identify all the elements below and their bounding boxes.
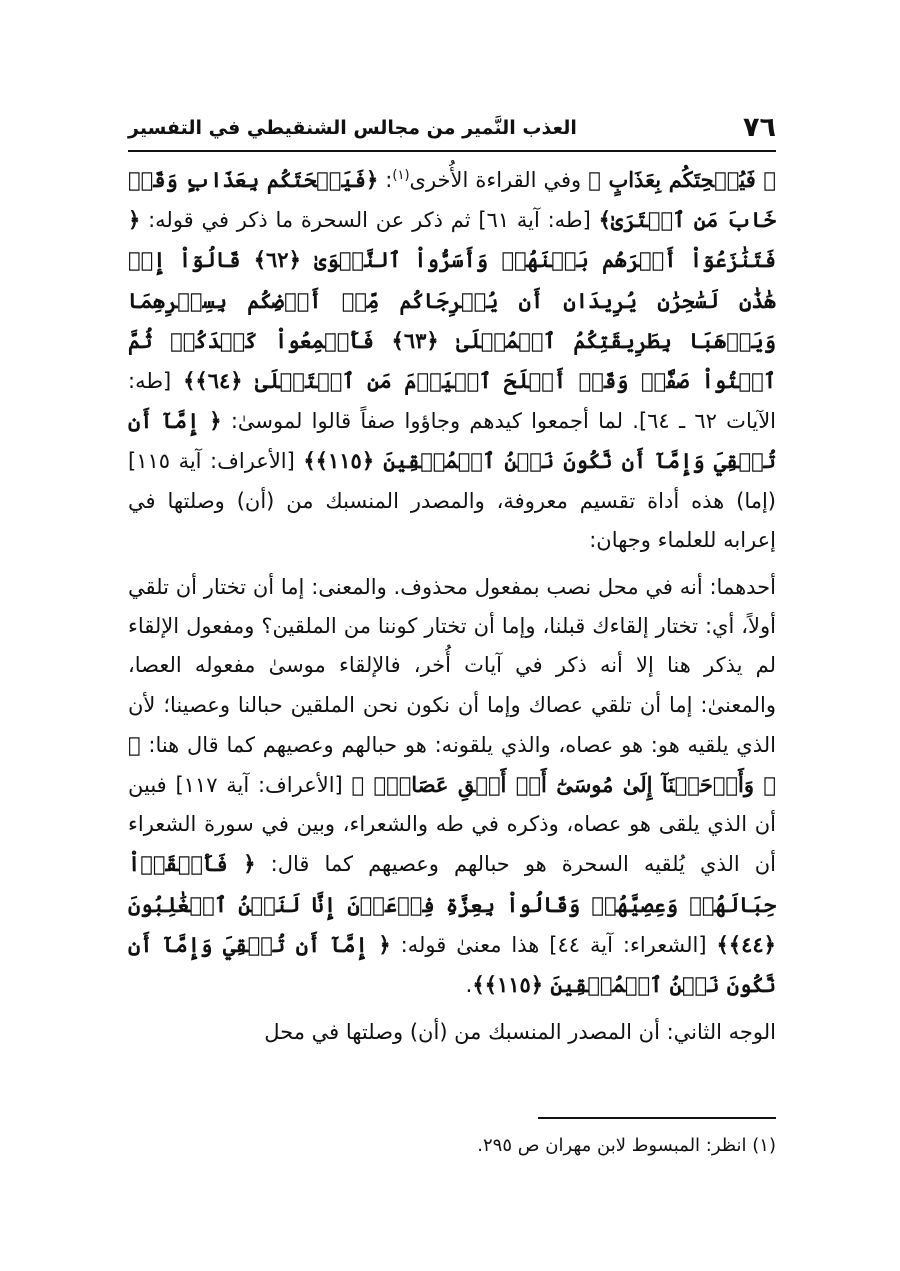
text-span: [طه: الآيات ٦٢ ـ ٦٤]. لما أجمعوا كيدهم وجاؤوا صفاً قالوا لموسىٰ: xyxy=(128,369,777,434)
text-span: الوجه الثاني: أن المصدر المنسبك من (أن) وصلتها في محل xyxy=(264,1020,776,1045)
paragraph-3 xyxy=(128,1013,776,1052)
text-span: [الشعراء: آية ٤٤] هذا معنىٰ قوله: xyxy=(390,932,717,957)
running-title: العذب النَّمير من مجالس الشنقيطي في التفسير xyxy=(128,117,577,139)
header-rule xyxy=(128,150,776,152)
quran-verse: ﴿ إِمَّآ أَن تُلۡقِيَ وَإِمَّآ أَن نَّكُونَ نَحۡنُ ٱلۡمُلۡقِينَ ﴿١١٥﴾﴾ xyxy=(128,931,776,998)
quran-verse: ﴿ ۞ وَأَوۡحَيۡنَآ إِلَىٰ مُوسَىٰٓ أَنۡ أَلۡقِ عَصَاكَۖ ﴾ xyxy=(128,731,776,798)
quran-verse: ﴿فَيَسۡحَتَكُم بِعَذَابٍ وَقَدۡ خَابَ مَنِ ٱفۡتَرَىٰ﴾ xyxy=(128,167,776,233)
text-span: [الأعراف: آية ١١٧] فبين أن الذي يلقى هو عصاه، وذكره في طه والشعراء، وبين في سورة الشعراء أن الذي يُلقيه السحرة هو حبالهم وعصيهم كما قال: xyxy=(128,773,777,877)
text-span: [الأعراف: آية ١١٥] (إما) هذه أداة تقسيم معروفة، والمصدر المنسبك من (أن) وصلتها في إعرابه للعلماء وجهان: xyxy=(128,449,776,552)
quran-verse: ﴿ فَتَنَٰزَعُوٓاْ أَمۡرَهُم بَيۡنَهُمۡ وَأَسَرُّواْ ٱلنَّجۡوَىٰ ﴿٦٢﴾ قَالُوٓاْ إِنۡ هَٰذَٰنِ لَسَٰحِرَٰنِ يُرِيدَانِ أَن يُخۡرِجَاكُم مِّنۡ أَرۡضِكُم بِسِحۡرِهِمَا وَيَذۡهَبَا بِطَرِيقَتِكُمُ ٱلۡمُثۡلَىٰ ﴿٦٣﴾ فَأَجۡمِعُواْ كَيۡدَكُمۡ ثُمَّ ٱئۡتُواْ صَفّٗاۚ وَقَدۡ أَفۡلَحَ ٱلۡيَوۡمَ مَنِ ٱسۡتَعۡلَىٰ ﴿٦٤﴾﴾ xyxy=(128,207,777,394)
text-span: أحدهما: أنه في محل نصب بمفعول محذوف. والمعنى: إما أن تختار أن تلقي أولاً، أي: تختار إلقاءك قبلنا، وإما أن تختار كوننا من الملقين؟ ومفعول الإلقاء لم يذكر هنا إلا أنه ذكر في آيات أُخر، فالإلقاء موسىٰ مفعوله العصا، والمعنىٰ: إما أن تلقي عصاك وإما أن نكون نحن الملقين حبالنا وعصينا؛ لأن الذي يلقيه هو: هو عصاه، والذي يلقونه: هو حبالهم وعصيهم كما قال هنا: xyxy=(128,575,776,757)
text-span: : xyxy=(378,168,393,192)
quran-verse: ﴿ فَأَلۡقَوۡاْ حِبَالَهُمۡ وَعِصِيَّهُمۡ وَقَالُواْ بِعِزَّةِ فِرۡعَوۡنَ إِنَّا لَنَحۡنُ ٱلۡغَٰلِبُونَ ﴿٤٤﴾﴾ xyxy=(128,851,776,957)
text-span: [طه: آية ٦١] ثم ذكر عن السحرة ما ذكر في قوله: xyxy=(140,208,599,233)
page-header xyxy=(128,110,776,146)
paragraph-2 xyxy=(128,568,776,1005)
text-span: . xyxy=(465,973,473,998)
quran-verse: ﴿ فَيُسۡحِتَكُم بِعَذَابٍ ﴾ xyxy=(588,167,776,192)
footnote: (١) انظر: المبسوط لابن مهران ص ٢٩٥. xyxy=(477,1135,776,1156)
main-text xyxy=(128,160,776,1052)
paragraph-1 xyxy=(128,160,776,560)
page-number: ٧٦ xyxy=(743,112,776,143)
quran-verse: ﴿ إِمَّآ أَن تُلۡقِيَ وَإِمَّآ أَن نَّكُونَ نَحۡنُ ٱلۡمُلۡقِينَ ﴿١١٥﴾﴾ xyxy=(128,408,776,474)
footnote-marker: (١) xyxy=(392,168,410,183)
footnote-rule xyxy=(538,1117,776,1119)
text-span: وفي القراءة الأُخرى xyxy=(409,168,589,192)
